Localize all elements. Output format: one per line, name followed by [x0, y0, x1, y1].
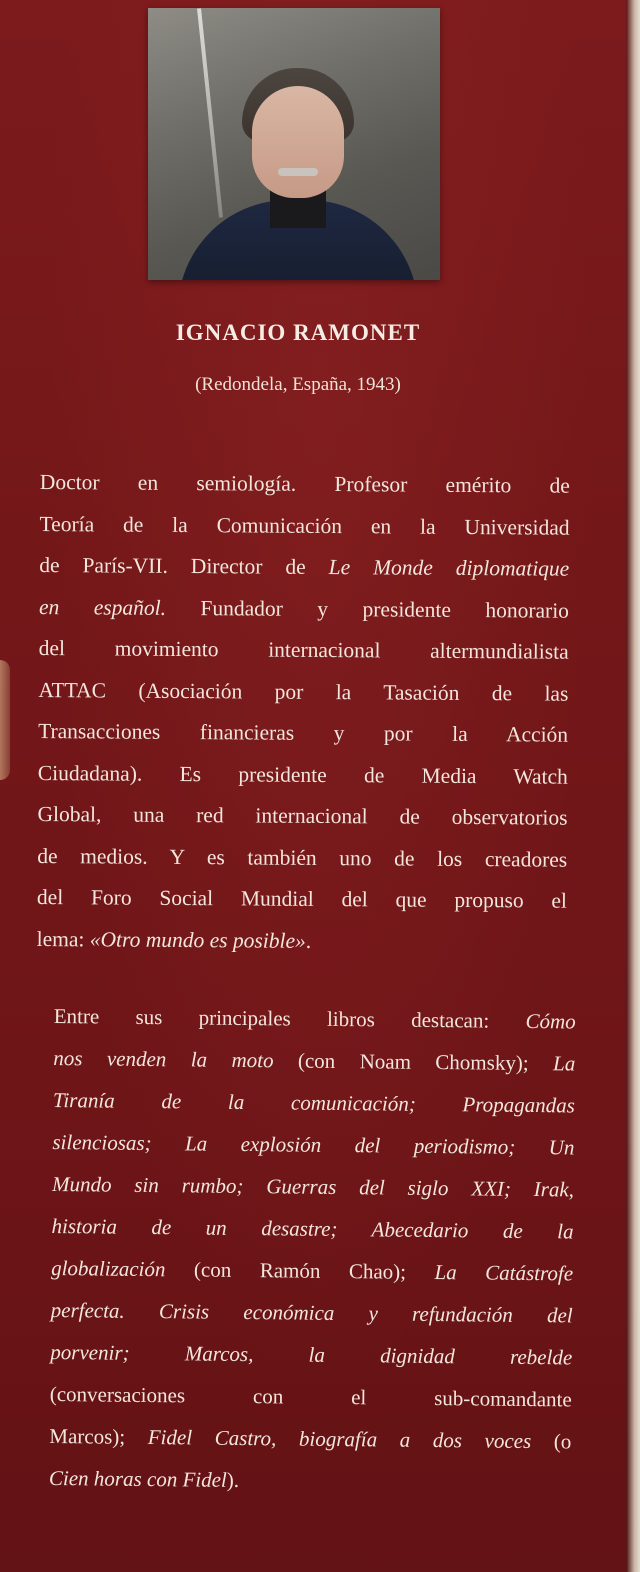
text-segment: de París-VII. Director de [39, 552, 329, 580]
text-segment: Transacciones financieras y por la Acción [38, 718, 569, 747]
bio-line [37, 877, 567, 922]
text-segment: Doctor en semiología. Profesor emérito de [39, 469, 570, 498]
text-segment: historia de un desastre; Abecedario de la [51, 1213, 574, 1244]
text-segment: Marcos); [49, 1423, 148, 1450]
books-line [52, 1121, 574, 1168]
text-segment: porvenir; Marcos, la dignidad rebelde [50, 1339, 573, 1370]
text-segment: Teoría de la Comunicación en la Universidad [39, 511, 570, 540]
page-edge [626, 0, 640, 1572]
text-segment: del movimiento internacional altermundialista [38, 635, 569, 664]
text-segment: Cien horas con Fidel [48, 1465, 227, 1492]
text-segment: La [552, 1051, 576, 1076]
text-segment: Global, una red internacional de observatorios [37, 801, 568, 830]
author-face [252, 86, 344, 198]
bio-line [37, 918, 567, 963]
bio-line [38, 752, 568, 797]
bio-line [37, 835, 567, 880]
books-line [53, 1079, 575, 1126]
bio-line [39, 628, 569, 673]
author-origin: (Redondela, España, 1943) [195, 374, 401, 395]
text-segment: perfecta. Crisis económica y refundación del [50, 1297, 573, 1328]
text-segment: silenciosas; La explosión del periodismo; Un [52, 1129, 575, 1160]
text-segment: (con Noam Chomsky); [273, 1048, 554, 1076]
books-line [51, 1247, 573, 1294]
text-segment: Cómo [525, 1008, 576, 1034]
books-line [53, 1037, 575, 1084]
text-segment: ). [226, 1467, 240, 1492]
bio-line [37, 794, 567, 839]
text-segment: Tiranía de la comunicación; Propagandas [52, 1087, 575, 1118]
bio-line [39, 586, 569, 631]
books-line [50, 1373, 572, 1420]
bio-line [38, 669, 568, 714]
text-segment: Entre sus principales libros destacan: [53, 1003, 526, 1033]
text-segment: La Catástrofe [434, 1260, 574, 1286]
text-segment: del Foro Social Mundial del que propuso el [36, 884, 568, 913]
text-segment: Le Monde diplomatique [328, 555, 570, 581]
text-segment: (conversaciones con el sub-comandante [49, 1381, 572, 1412]
books-line [49, 1457, 571, 1504]
text-segment: «Otro mundo es posible» [89, 926, 306, 953]
text-segment: Mundo sin rumbo; Guerras del siglo XXI; Irak, [51, 1171, 575, 1202]
bio-line [39, 503, 569, 548]
books-line [50, 1289, 572, 1336]
text-segment: globalización [51, 1255, 166, 1282]
author-moustache [278, 168, 318, 176]
text-segment: lema: [36, 926, 90, 951]
text-segment: ATTAC (Asociación por la Tasación de las [38, 677, 569, 706]
text-segment: Fidel Castro, biografía a dos voces [147, 1425, 532, 1454]
books-line [51, 1205, 573, 1252]
text-segment: Ciudadana). Es presidente de Media Watch [37, 760, 568, 789]
text-segment: nos venden la moto [53, 1045, 274, 1073]
text-segment: de medios. Y es también uno de los creadores [37, 843, 568, 872]
bio-line [40, 462, 570, 507]
books-line [52, 1163, 574, 1210]
bio-line [39, 545, 569, 590]
text-segment: en español. [38, 594, 167, 620]
text-segment: (o [531, 1429, 572, 1454]
books-line [49, 1415, 571, 1462]
text-segment: . [305, 928, 312, 953]
rock-crack [197, 8, 223, 217]
text-segment: Fundador y presidente honorario [165, 595, 570, 623]
author-books [49, 995, 576, 1504]
author-photo [148, 8, 440, 280]
text-segment: (con Ramón Chao); [165, 1257, 435, 1284]
thumb [0, 660, 10, 780]
author-name: IGNACIO RAMONET [175, 320, 421, 345]
author-bio [37, 462, 570, 964]
books-line [50, 1331, 572, 1378]
bio-line [38, 711, 568, 756]
books-line [54, 995, 576, 1042]
